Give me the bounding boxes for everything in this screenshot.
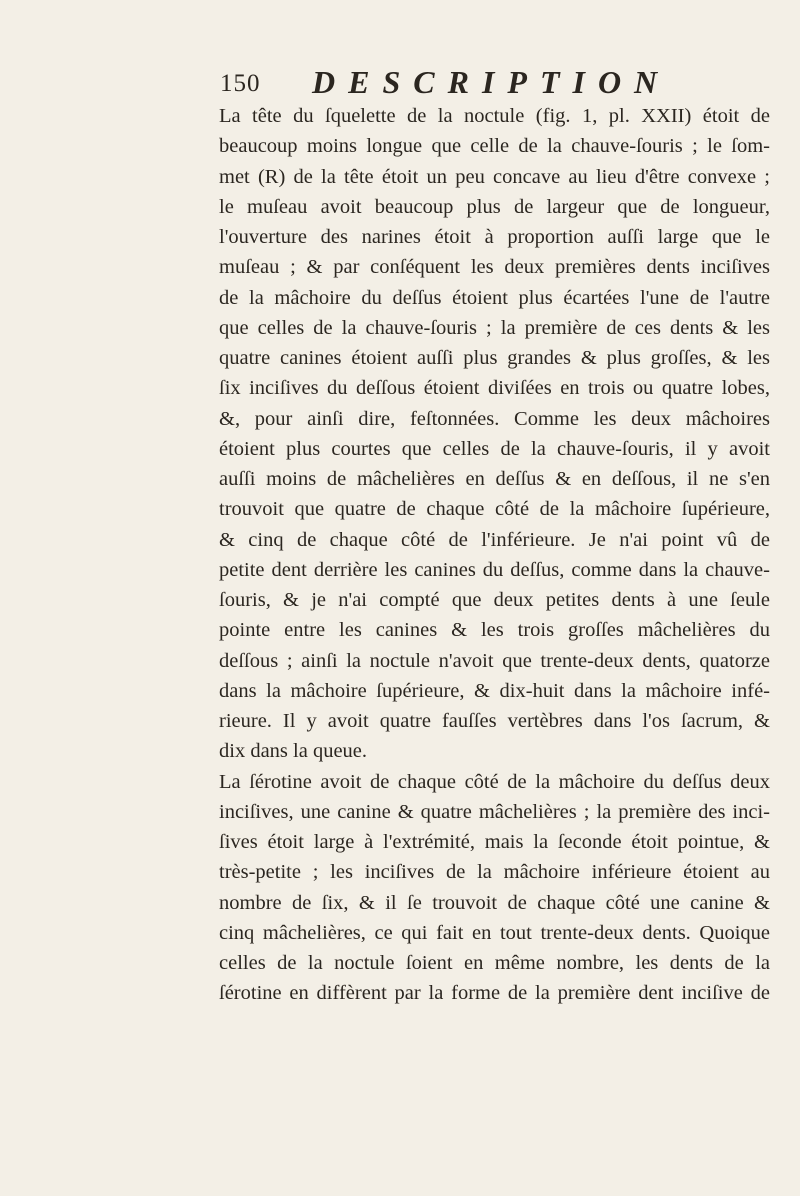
text-line: que celles de la chauve-ſouris ; la première de ces dents & les — [219, 316, 770, 339]
text-line: étoient plus courtes que celles de la chauve-ſouris, il y avoit — [219, 437, 770, 460]
text-line: de la mâchoire du deſſus étoient plus écartées l'une de l'autre — [219, 286, 770, 309]
text-line: nombre de ſix, & il ſe trouvoit de chaque côté une canine & — [219, 891, 770, 914]
text-line: auſſi moins de mâchelières en deſſus & en deſſous, il ne s'en — [219, 468, 770, 490]
text-line: &, pour ainſi dire, feſtonnées. Comme les deux mâchoires — [219, 407, 770, 430]
text-line: met (R) de la tête étoit un peu concave au lieu d'être convexe ; — [219, 165, 770, 188]
text-line: quatre canines étoient auſſi plus grandes & plus groſſes, & les — [219, 347, 770, 369]
text-line: ſérotine en diffèrent par la forme de la première dent inciſive de — [219, 982, 770, 1005]
text-line: ſouris, & je n'ai compté que deux petites dents à une ſeule — [219, 589, 770, 611]
text-line: celles de la noctule ſoient en même nombre, les dents de la — [219, 952, 770, 974]
text-line: le muſeau avoit beaucoup plus de largeur que de longueur, — [219, 195, 770, 218]
text-line: & cinq de chaque côté de l'inférieure. Je n'ai point vû de — [219, 528, 770, 551]
text-line: cinq mâchelières, ce qui fait en tout trente-deux dents. Quoique — [219, 921, 770, 944]
text-line: ſix inciſives du deſſous étoient diviſées en trois ou quatre lobes, — [219, 377, 770, 400]
text-line: l'ouverture des narines étoit à proportion auſſi large que le — [219, 226, 770, 248]
page-number: 150 — [220, 70, 261, 97]
text-line: muſeau ; & par conſéquent les deux premières dents inciſives — [219, 256, 770, 279]
text-line: La ſérotine avoit de chaque côté de la mâchoire du deſſus deux — [219, 770, 770, 793]
text-line: dans la mâchoire ſupérieure, & dix-huit dans la mâchoire infé- — [219, 679, 770, 702]
body-text — [219, 101, 770, 1009]
page-header — [220, 64, 690, 104]
text-line: deſſous ; ainſi la noctule n'avoit que trente-deux dents, quatorze — [219, 649, 770, 672]
text-line: beaucoup moins longue que celle de la chauve-ſouris ; le ſom- — [219, 135, 770, 158]
text-line: petite dent derrière les canines du deſſus, comme dans la chauve- — [219, 558, 770, 581]
text-line: très-petite ; les inciſives de la mâchoire inférieure étoient au — [219, 861, 770, 884]
text-line: dix dans la queue. — [219, 740, 368, 763]
running-title: DESCRIPTION — [312, 64, 671, 100]
text-line: ſives étoit large à l'extrémité, mais la ſeconde étoit pointue, & — [219, 831, 770, 853]
text-line: pointe entre les canines & les trois groſſes mâchelières du — [219, 619, 770, 642]
text-line: La tête du ſquelette de la noctule (fig. 1, pl. XXII) étoit de — [219, 105, 770, 127]
text-line: trouvoit que quatre de chaque côté de la mâchoire ſupérieure, — [219, 498, 770, 521]
text-line: inciſives, une canine & quatre mâchelières ; la première des inci- — [219, 800, 770, 823]
text-line: rieure. Il y avoit quatre fauſſes vertèbres dans l'os ſacrum, & — [219, 710, 770, 732]
